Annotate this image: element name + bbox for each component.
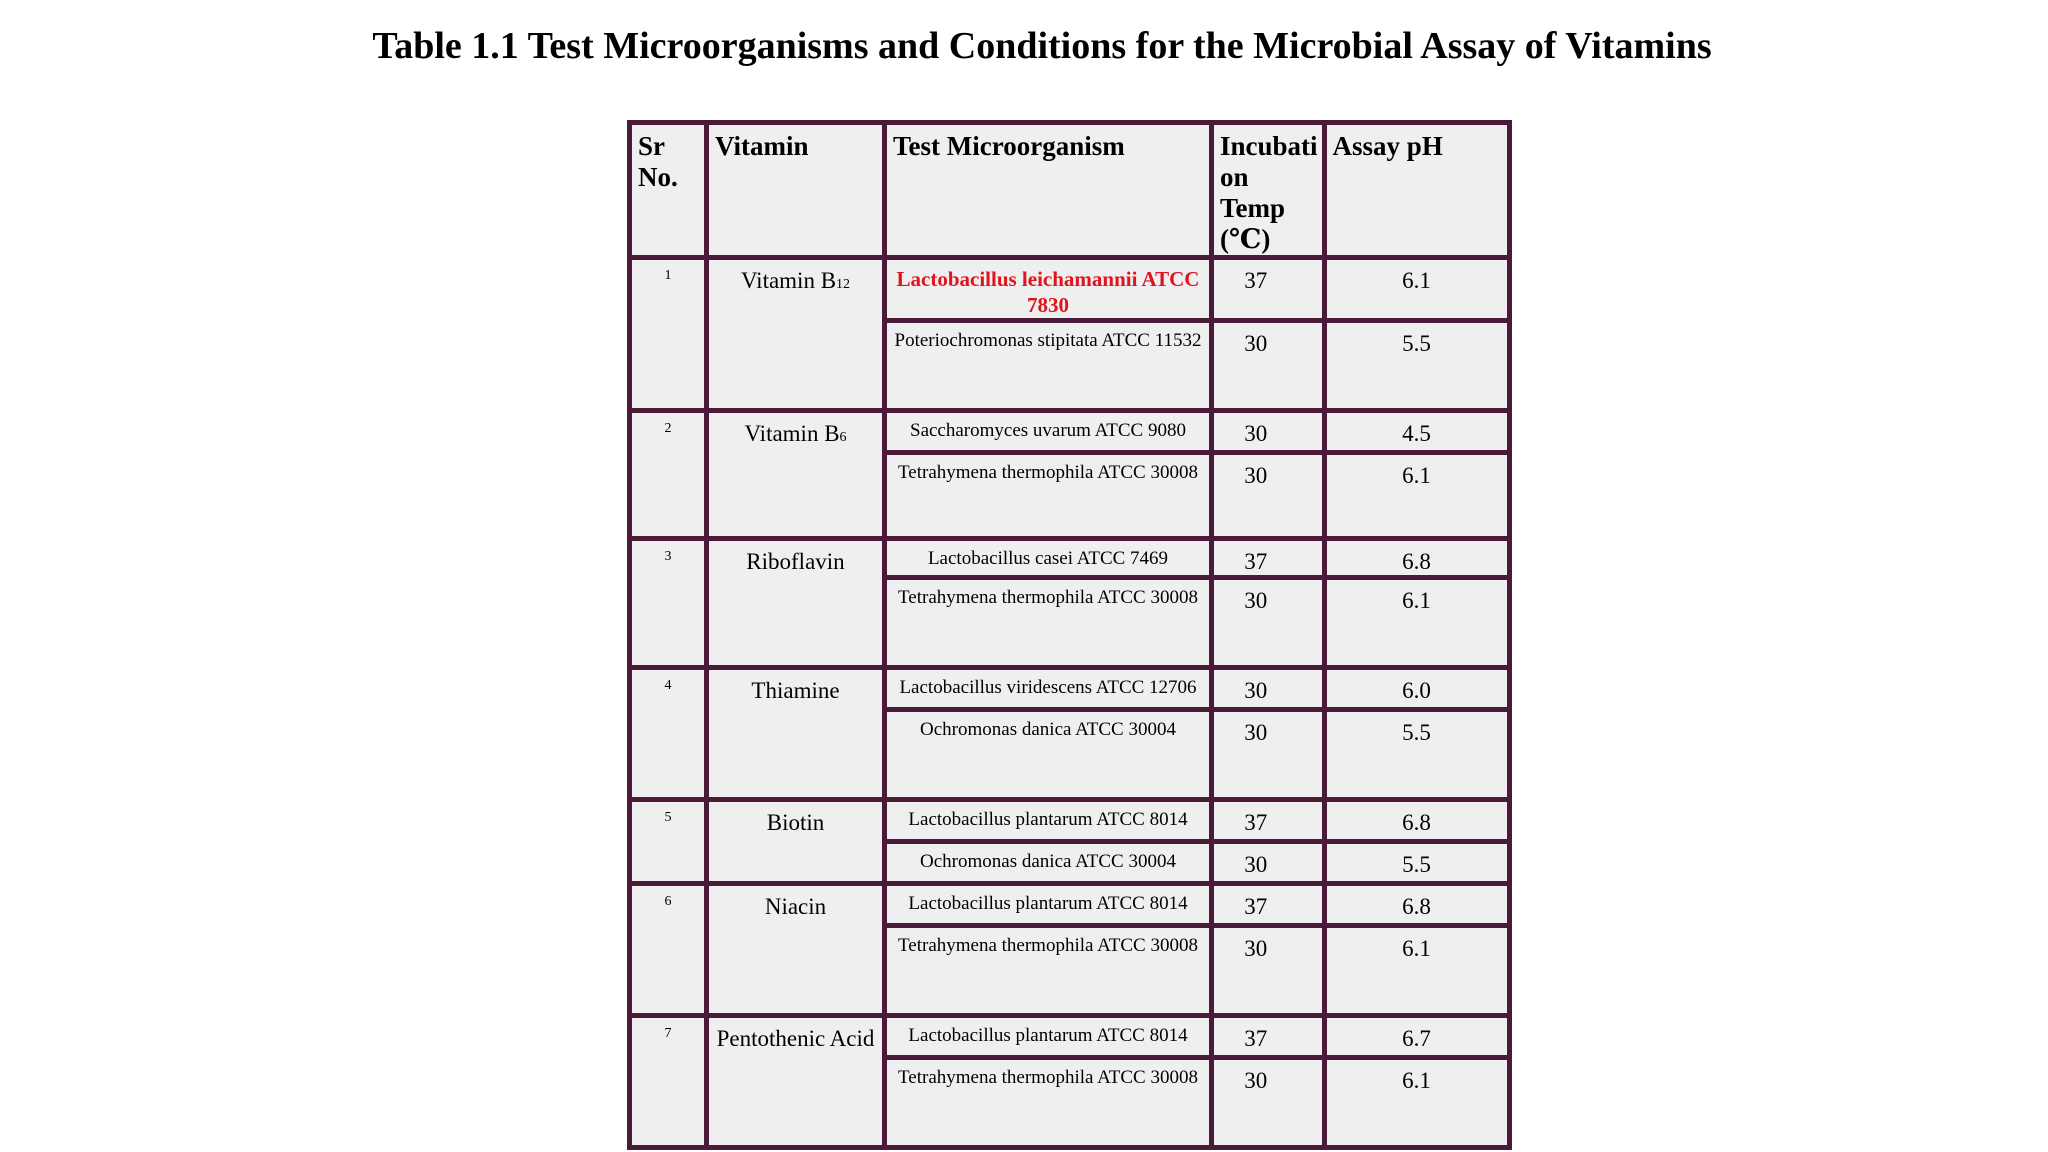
cell-assay-ph: 4.5 <box>1324 411 1509 453</box>
cell-incubation-temp: 37 <box>1212 800 1325 842</box>
table-row <box>630 668 1510 710</box>
cell-assay-ph: 5.5 <box>1324 710 1509 800</box>
vitamin-name: Vitamin B <box>740 268 837 293</box>
cell-incubation-temp: 37 <box>1212 884 1325 926</box>
cell-vitamin <box>707 668 885 800</box>
cell-vitamin <box>707 539 885 668</box>
cell-assay-ph: 5.5 <box>1324 321 1509 411</box>
cell-sr-no: 3 <box>630 539 707 668</box>
cell-test-microorganism: Saccharomyces uvarum ATCC 9080 <box>885 411 1212 453</box>
cell-assay-ph: 6.0 <box>1324 668 1509 710</box>
cell-assay-ph: 6.1 <box>1324 258 1509 321</box>
vitamin-assay-table <box>627 120 1512 1150</box>
cell-incubation-temp: 30 <box>1212 926 1325 1016</box>
cell-incubation-temp: 30 <box>1212 710 1325 800</box>
cell-incubation-temp: 37 <box>1212 539 1325 578</box>
cell-sr-no: 6 <box>630 884 707 1016</box>
cell-test-microorganism: Ochromonas danica ATCC 30004 <box>885 842 1212 884</box>
vitamin-name: Niacin <box>764 894 827 919</box>
header-test-microorganism: Test Microorganism <box>885 123 1212 258</box>
cell-assay-ph: 6.8 <box>1324 539 1509 578</box>
cell-assay-ph: 6.1 <box>1324 578 1509 668</box>
vitamin-name: Pentothenic Acid <box>716 1026 875 1051</box>
vitamin-name: Thiamine <box>751 678 840 703</box>
cell-assay-ph: 6.7 <box>1324 1016 1509 1058</box>
cell-test-microorganism: Lactobacillus plantarum ATCC 8014 <box>885 1016 1212 1058</box>
table-row <box>630 800 1510 842</box>
vitamin-assay-table-wrapper <box>627 120 1512 1150</box>
table-row <box>630 258 1510 321</box>
vitamin-name: Biotin <box>766 810 825 835</box>
cell-incubation-temp: 37 <box>1212 1016 1325 1058</box>
table-row <box>630 539 1510 578</box>
cell-incubation-temp: 30 <box>1212 578 1325 668</box>
cell-sr-no: 4 <box>630 668 707 800</box>
cell-incubation-temp: 37 <box>1212 258 1325 321</box>
cell-vitamin <box>707 884 885 1016</box>
cell-assay-ph: 5.5 <box>1324 842 1509 884</box>
cell-test-microorganism: Lactobacillus leichamannii ATCC 7830 <box>885 258 1212 321</box>
cell-sr-no: 1 <box>630 258 707 411</box>
cell-test-microorganism: Lactobacillus plantarum ATCC 8014 <box>885 800 1212 842</box>
cell-incubation-temp: 30 <box>1212 453 1325 539</box>
cell-assay-ph: 6.8 <box>1324 800 1509 842</box>
cell-vitamin <box>707 1016 885 1148</box>
cell-test-microorganism: Ochromonas danica ATCC 30004 <box>885 710 1212 800</box>
vitamin-name: Riboflavin <box>746 549 845 574</box>
cell-sr-no: 5 <box>630 800 707 884</box>
cell-test-microorganism: Lactobacillus plantarum ATCC 8014 <box>885 884 1212 926</box>
table-body <box>630 258 1510 1148</box>
cell-assay-ph: 6.1 <box>1324 926 1509 1016</box>
header-assay-ph: Assay pH <box>1324 123 1509 258</box>
cell-sr-no: 2 <box>630 411 707 539</box>
cell-incubation-temp: 30 <box>1212 668 1325 710</box>
cell-test-microorganism: Lactobacillus viridescens ATCC 12706 <box>885 668 1212 710</box>
cell-test-microorganism: Tetrahymena thermophila ATCC 30008 <box>885 926 1212 1016</box>
vitamin-subscript: 12 <box>836 277 851 292</box>
cell-incubation-temp: 30 <box>1212 1058 1325 1148</box>
page-title: Table 1.1 Test Microorganisms and Conditions for the Microbial Assay of Vitamins <box>372 25 1712 67</box>
header-row <box>630 123 1510 258</box>
cell-incubation-temp: 30 <box>1212 411 1325 453</box>
header-incubation-temp: Incubati on Temp (℃) <box>1212 123 1325 258</box>
cell-test-microorganism: Tetrahymena thermophila ATCC 30008 <box>885 1058 1212 1148</box>
table-row <box>630 884 1510 926</box>
header-vitamin: Vitamin <box>707 123 885 258</box>
header-sr-no: Sr No. <box>630 123 707 258</box>
cell-sr-no: 7 <box>630 1016 707 1148</box>
cell-assay-ph: 6.8 <box>1324 884 1509 926</box>
cell-assay-ph: 6.1 <box>1324 453 1509 539</box>
table-row <box>630 411 1510 453</box>
table-row <box>630 1016 1510 1058</box>
cell-test-microorganism: Poteriochromonas stipitata ATCC 11532 <box>885 321 1212 411</box>
vitamin-name: Vitamin B <box>744 421 840 446</box>
vitamin-subscript: 6 <box>839 430 847 445</box>
cell-test-microorganism: Tetrahymena thermophila ATCC 30008 <box>885 578 1212 668</box>
cell-assay-ph: 6.1 <box>1324 1058 1509 1148</box>
cell-vitamin <box>707 411 885 539</box>
cell-test-microorganism: Lactobacillus casei ATCC 7469 <box>885 539 1212 578</box>
cell-vitamin <box>707 258 885 411</box>
cell-vitamin <box>707 800 885 884</box>
cell-incubation-temp: 30 <box>1212 842 1325 884</box>
cell-incubation-temp: 30 <box>1212 321 1325 411</box>
cell-test-microorganism: Tetrahymena thermophila ATCC 30008 <box>885 453 1212 539</box>
